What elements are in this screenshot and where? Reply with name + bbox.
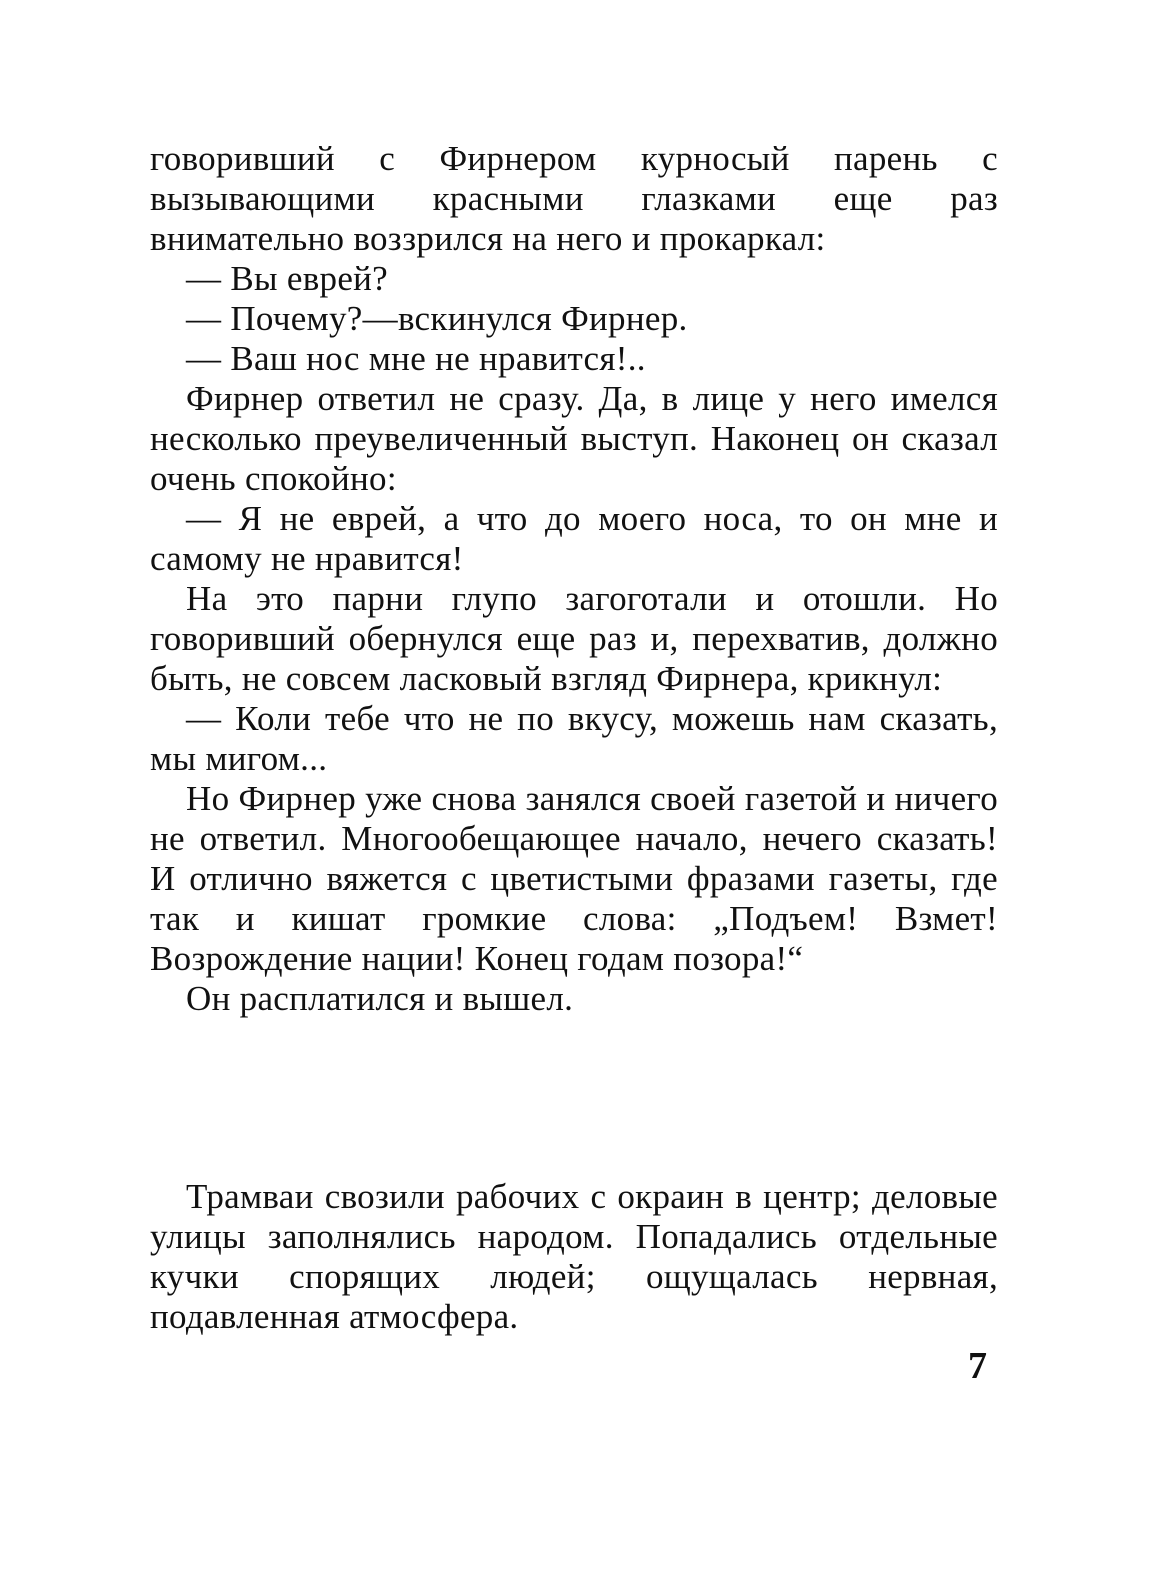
dialogue-line: — Коли тебе что не по вкусу, можешь нам сказать, мы мигом... — [150, 699, 998, 778]
paragraph-continuation: говоривший с Фирнером курносый парень с вызывающими красными глазками еще раз внимательно воззрился на него и прокаркал: — [150, 139, 998, 258]
paragraph: Он расплатился и вышел. — [186, 979, 574, 1018]
paragraph: На это парни глупо загоготали и отошли. Но говоривший обернулся еще раз и, перехватив, должно быть, не совсем ласковый взгляд Фирнера, крикнул: — [150, 579, 998, 698]
dialogue-line: — Я не еврей, а что до моего носа, то он мне и самому не нравится! — [150, 499, 998, 578]
paragraph: Фирнер ответил не сразу. Да, в лице у него имелся несколько преувеличенный выступ. Наконец он сказал очень спокойно: — [150, 379, 998, 498]
paragraph: Трамваи свозили рабочих с окраин в центр; деловые улицы заполнялись народом. Попадались отдельные кучки спорящих людей; ощущалась нервная, подавленная атмосфера. — [150, 1177, 998, 1336]
page-number: 7 — [968, 1345, 987, 1387]
text-section-2 — [150, 1177, 998, 1337]
dialogue-line: — Почему?—вскинулся Фирнер. — [186, 299, 688, 338]
dialogue-line: — Вы еврей? — [186, 259, 389, 298]
text-section-1 — [150, 139, 998, 1019]
dialogue-line: — Ваш нос мне не нравится!.. — [186, 339, 646, 378]
paragraph: Но Фирнер уже снова занялся своей газетой и ничего не ответил. Многообещающее начало, нечего сказать! И отлично вяжется с цветистыми фразами газеты, где так и кишат громкие слова: „Подъем! Взмет! Возрождение нации! Конец годам позора!“ — [150, 779, 998, 978]
